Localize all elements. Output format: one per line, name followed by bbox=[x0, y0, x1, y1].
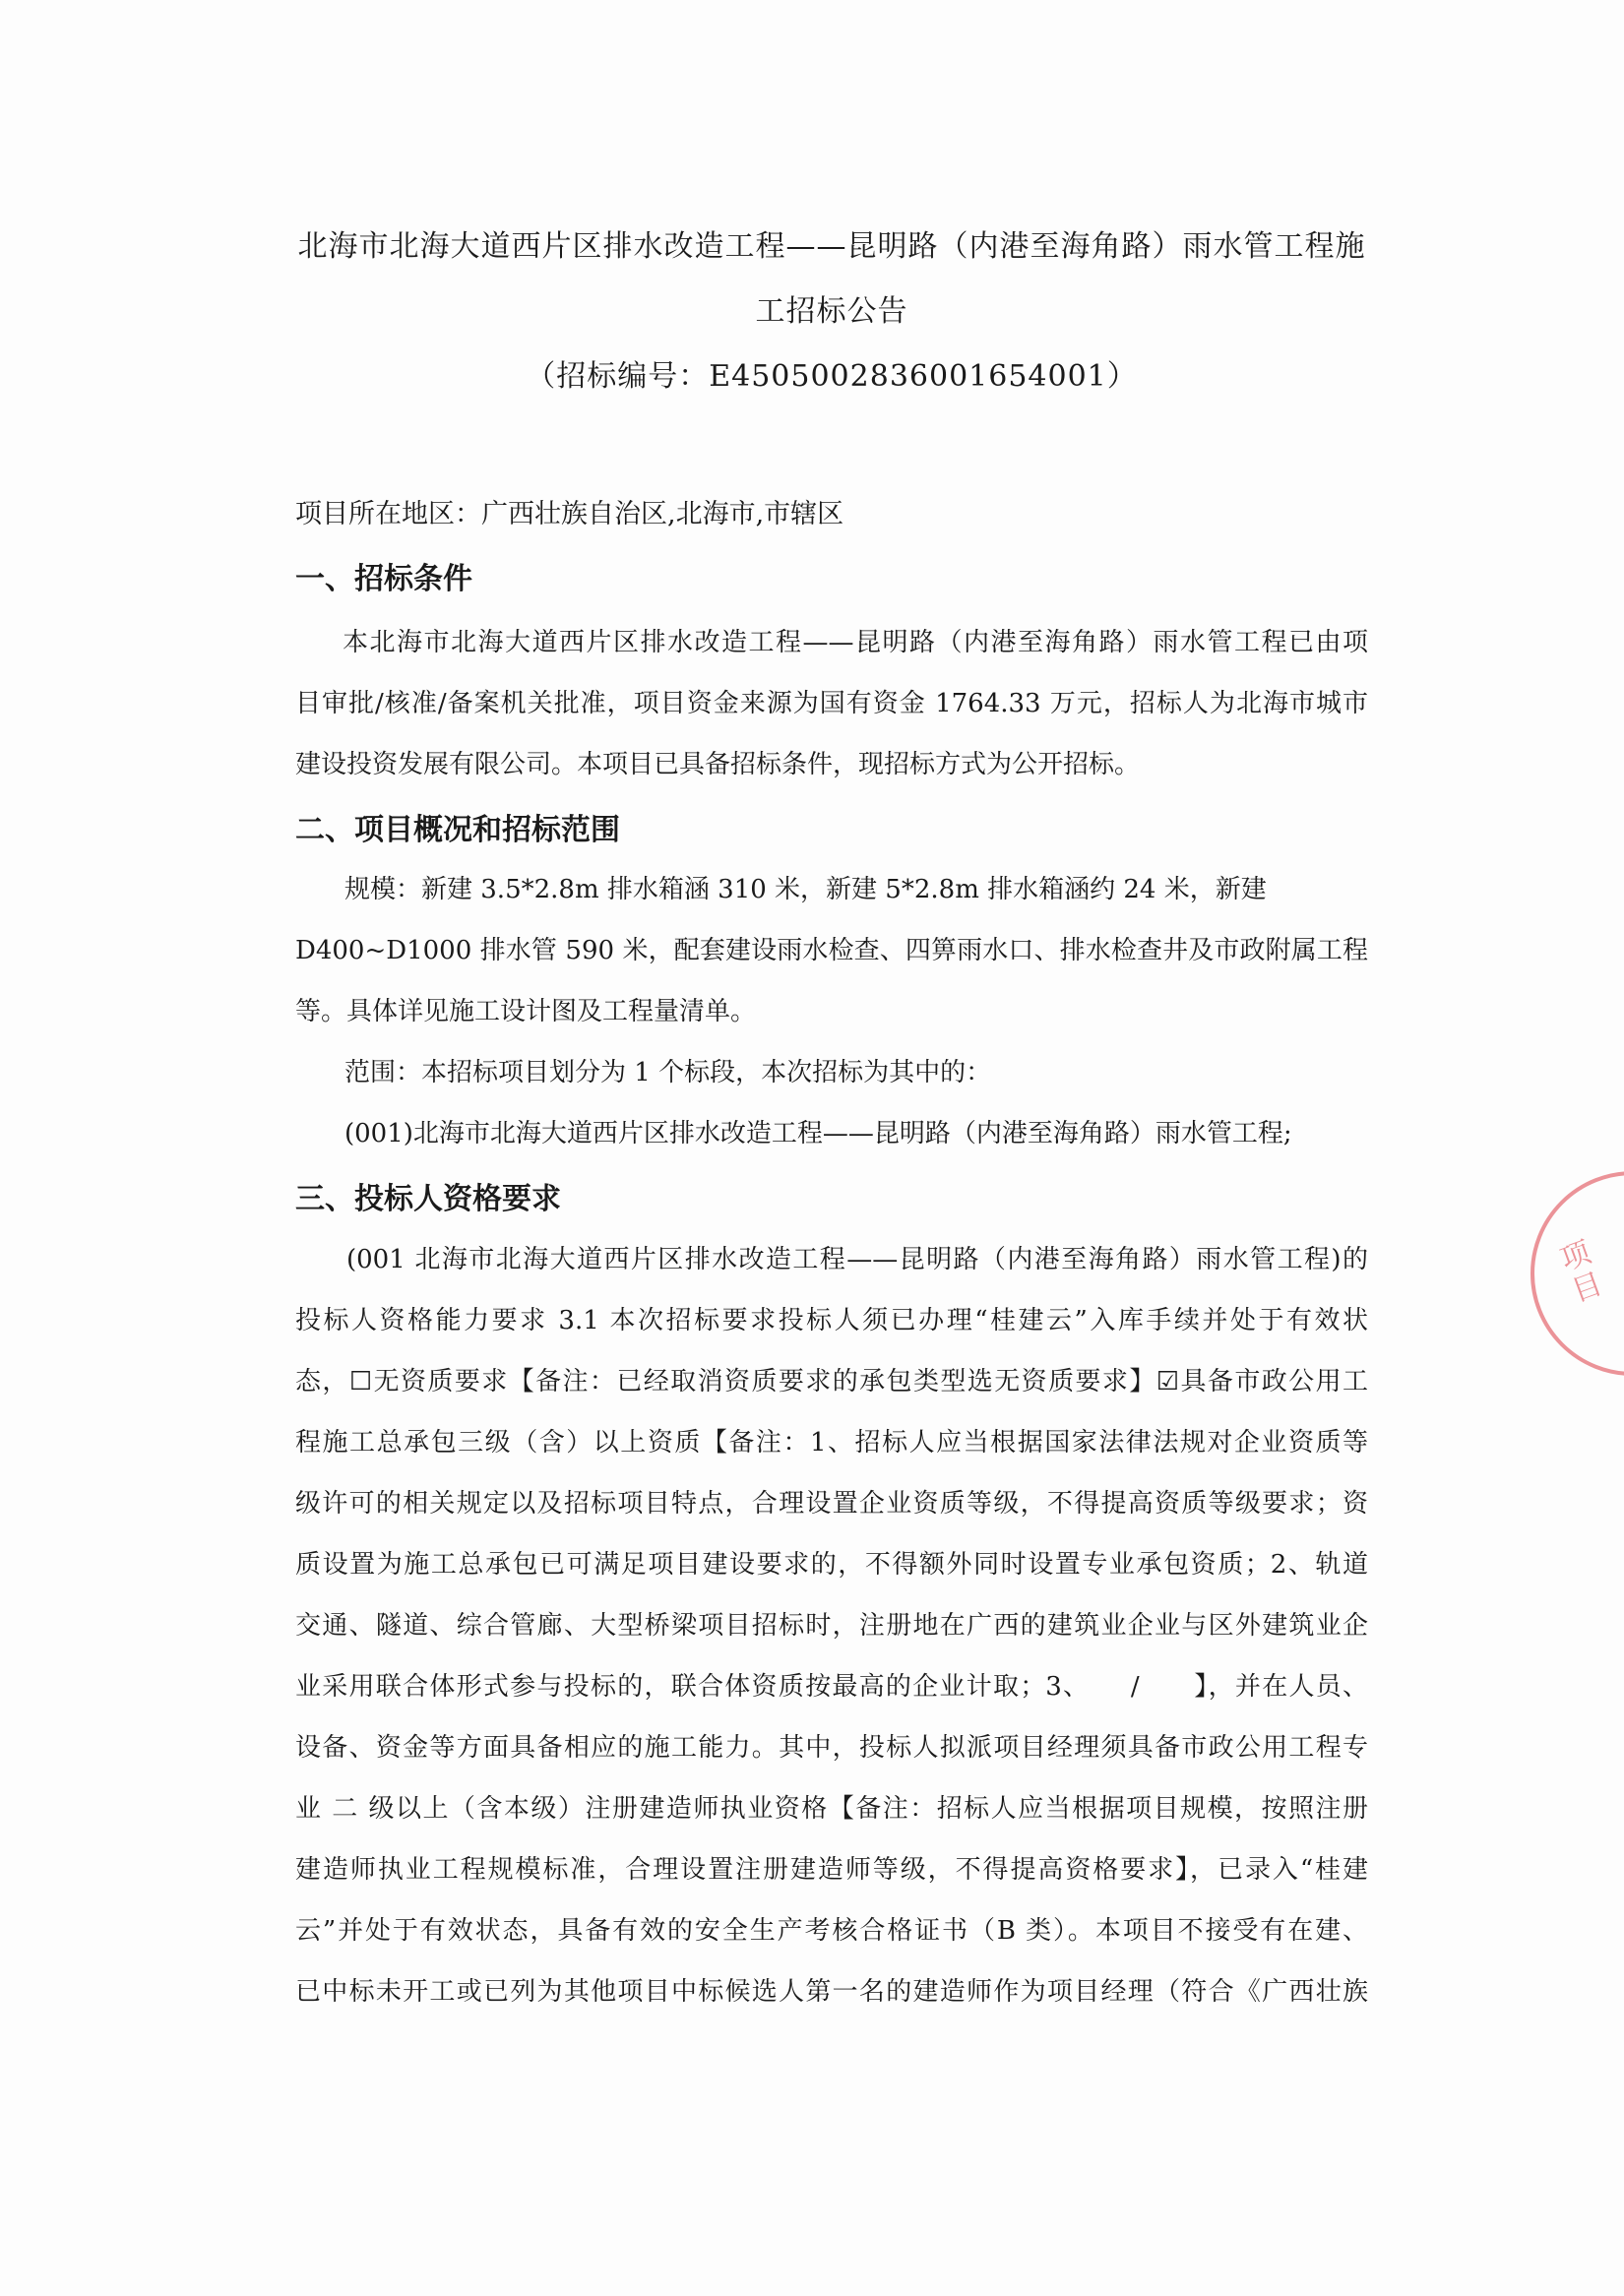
section-3-heading: 三、投标人资格要求 bbox=[295, 1182, 561, 1216]
paragraph-line: 已中标未开工或已列为其他项目中标候选人第一名的建造师作为项目经理（符合《广西壮族 bbox=[295, 1977, 1368, 2005]
project-location: 项目所在地区：广西壮族自治区,北海市,市辖区 bbox=[295, 499, 844, 529]
section-2-heading: 二、项目概况和招标范围 bbox=[295, 813, 620, 847]
paragraph-line: 建造师执业工程规模标准，合理设置注册建造师等级，不得提高资格要求】，已录入“桂建 bbox=[295, 1855, 1368, 1883]
paragraph-line: 设备、资金等方面具备相应的施工能力。其中，投标人拟派项目经理须具备市政公用工程专 bbox=[295, 1733, 1368, 1761]
section-1-heading: 一、招标条件 bbox=[295, 562, 472, 596]
official-seal-stamp bbox=[1530, 1171, 1624, 1376]
paragraph-line: 级许可的相关规定以及招标项目特点，合理设置企业资质等级，不得提高资质等级要求；资 bbox=[295, 1489, 1368, 1517]
paragraph-line: 目审批/核准/备案机关批准，项目资金来源为国有资金 1764.33 万元，招标人为北海市城市 bbox=[295, 689, 1368, 716]
document-title bbox=[285, 215, 1378, 409]
paragraph-line: 投标人资格能力要求 3.1 本次招标要求投标人须已办理“桂建云”入库手续并处于有效状 bbox=[295, 1306, 1368, 1334]
paragraph-line: 程施工总承包三级（含）以上资质【备注：1、招标人应当根据国家法律法规对企业资质等 bbox=[295, 1428, 1368, 1456]
title-line-2: 工招标公告 bbox=[755, 294, 908, 329]
paragraph-line: 范围：本招标项目划分为 1 个标段，本次招标为其中的： bbox=[344, 1058, 992, 1087]
seal-text: 项 目 bbox=[1555, 1235, 1607, 1310]
paragraph-line: D400~D1000 排水管 590 米，配套建设雨水检查、四箅雨水口、排水检查井及市政附属工程 bbox=[295, 936, 1368, 963]
paragraph-line: (001)北海市北海大道西片区排水改造工程——昆明路（内港至海角路）雨水管工程; bbox=[344, 1119, 1292, 1148]
paragraph-line: (001 北海市北海大道西片区排水改造工程——昆明路（内港至海角路）雨水管工程)的 bbox=[346, 1245, 1368, 1272]
paragraph-line: 态，☐无资质要求【备注：已经取消资质要求的承包类型选无资质要求】☑具备市政公用工 bbox=[295, 1367, 1368, 1395]
paragraph-line: 云”并处于有效状态，具备有效的安全生产考核合格证书（B 类）。本项目不接受有在建、 bbox=[295, 1916, 1368, 1944]
paragraph-line: 建设投资发展有限公司。本项目已具备招标条件，现招标方式为公开招标。 bbox=[295, 750, 1141, 779]
tender-number: （招标编号：E4505002836001654001） bbox=[526, 359, 1138, 394]
paragraph-line: 质设置为施工总承包已可满足项目建设要求的，不得额外同时设置专业承包资质；2、轨道 bbox=[295, 1550, 1368, 1578]
paragraph-line: 交通、隧道、综合管廊、大型桥梁项目招标时，注册地在广西的建筑业企业与区外建筑业企 bbox=[295, 1611, 1368, 1639]
paragraph-line: 本北海市北海大道西片区排水改造工程——昆明路（内港至海角路）雨水管工程已由项 bbox=[343, 628, 1368, 655]
paragraph-line: 业 二 级以上（含本级）注册建造师执业资格【备注：招标人应当根据项目规模，按照注册 bbox=[295, 1794, 1368, 1822]
paragraph-line: 规模：新建 3.5*2.8m 排水箱涵 310 米，新建 5*2.8m 排水箱涵约 24 米，新建 bbox=[344, 875, 1267, 904]
title-line-1: 北海市北海大道西片区排水改造工程——昆明路（内港至海角路）雨水管工程施 bbox=[297, 229, 1366, 264]
paragraph-line: 等。具体详见施工设计图及工程量清单。 bbox=[295, 997, 757, 1026]
paragraph-line: 业采用联合体形式参与投标的，联合体资质按最高的企业计取；3、 / 】，并在人员、 bbox=[295, 1672, 1368, 1700]
